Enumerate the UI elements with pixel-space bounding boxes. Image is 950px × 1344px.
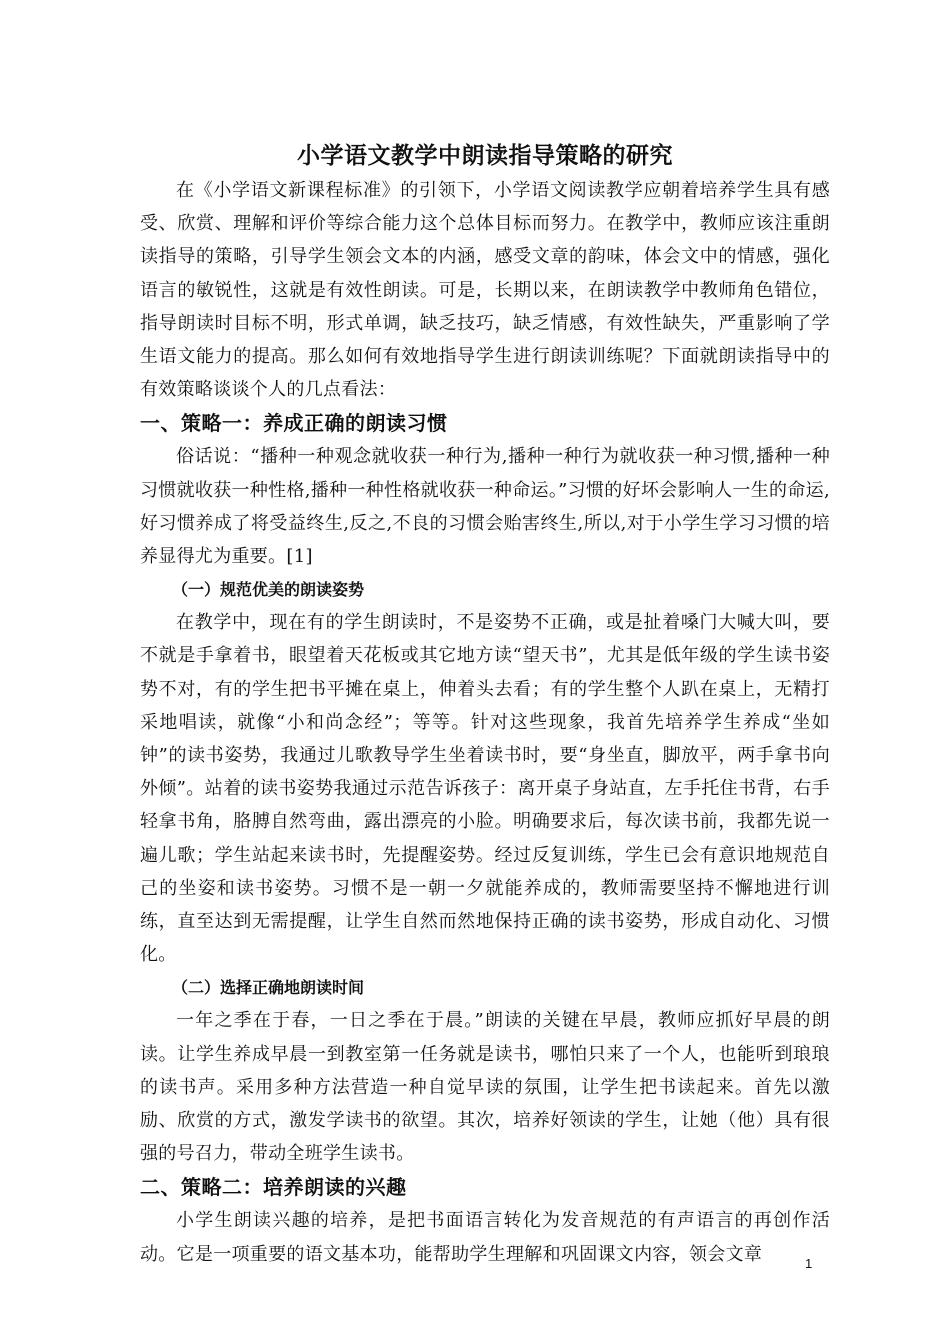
subsection-1-heading: （一）规范优美的朗读姿势: [172, 580, 365, 600]
subsection-1-paragraph: 在教学中，现在有的学生朗读时，不是姿势不正确，或是扯着嗓门大喊大叫，要不就是手拿着书，眼望着天花板或其它地方读“望天书”，尤其是低年级的学生读书姿势不对，有的学生把书平摊在桌上，伸着头去看；有的学生整个人趴在桌上，无精打采地唱读，就像“小和尚念经”；等等。针对这些现象，我首先培养学生养成“坐如钟”的读书姿势，我通过儿歌教导学生坐着读书时，要“身坐直，脚放平，两手拿书向外倾”。站着的读书姿势我通过示范告诉孩子：离开桌子身站直，左手托住书背，右手轻拿书角，胳膊自然弯曲，露出漂亮的小脸。明确要求后，每次读书前，我都先说一遍儿歌；学生站起来读书时，先提醒姿势。经过反复训练，学生已会有意识地规范自己的坐姿和读书姿势。习惯不是一朝一夕就能养成的，教师需要坚持不懈地进行训练，直至达到无需提醒，让学生自然而然地保持正确的读书姿势，形成自动化、习惯化。: [140, 612, 830, 966]
section-2-heading: 二、策略二：培养朗读的兴趣: [140, 1175, 407, 1200]
page-number: 1: [805, 1256, 813, 1271]
section-1-paragraph: 俗话说：“播种一种观念就收获一种行为,播种一种行为就收获一种习惯,播种一种习惯就收获一种性格,播种一种性格就收获一种命运。”习惯的好坏会影响人一生的命运,好习惯养成了将受益终生,反之,不良的习惯会贻害终生,所以,对于小学生学习习惯的培养显得尤为重要。[1]: [140, 446, 830, 568]
subsection-2-heading: （二）选择正确地朗读时间: [172, 978, 365, 998]
section-1-heading: 一、策略一：养成正确的朗读习惯: [140, 411, 448, 436]
document-body: [140, 138, 830, 1271]
intro-paragraph: 在《小学语文新课程标准》的引领下，小学语文阅读教学应朝着培养学生具有感受、欣赏、理解和评价等综合能力这个总体目标而努力。在教学中，教师应该注重朗读指导的策略，引导学生领会文本的内涵，感受文章的韵味，体会文中的情感，强化语言的敏锐性，这就是有效性朗读。可是，长期以来，在朗读教学中教师角色错位，指导朗读时目标不明，形式单调，缺乏技巧，缺乏情感，有效性缺失，严重影响了学生语文能力的提高。那么如何有效地指导学生进行朗读训练呢？下面就朗读指导中的有效策略谈谈个人的几点看法：: [140, 180, 830, 401]
subsection-2-paragraph: 一年之季在于春，一日之季在于晨。”朗读的关键在早晨，教师应抓好早晨的朗读。让学生养成早晨一到教室第一任务就是读书，哪怕只来了一个人，也能听到琅琅的读书声。采用多种方法营造一种自觉早读的氛围，让学生把书读起来。首先以激励、欣赏的方式，激发学读书的欲望。其次，培养好领读的学生，让她（他）具有很强的号召力，带动全班学生读书。: [140, 1010, 830, 1165]
section-2-paragraph: 小学生朗读兴趣的培养，是把书面语言转化为发音规范的有声语言的再创作活动。它是一项重要的语文基本功，能帮助学生理解和巩固课文内容，领会文章: [140, 1210, 830, 1265]
document-title: 小学语文教学中朗读指导策略的研究: [297, 142, 673, 169]
